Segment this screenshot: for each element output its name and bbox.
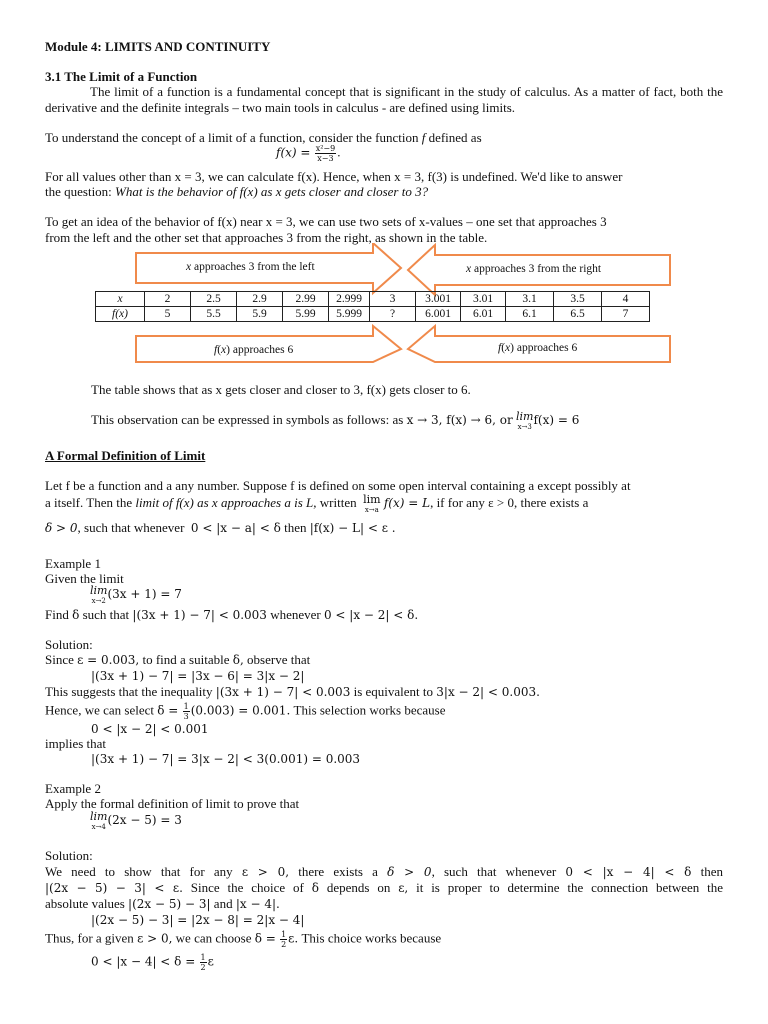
x-cell: 3.5	[554, 292, 602, 307]
formal-line-2: a itself. Then the limit of f(x) as x approaches a is L, written lim x→a f(x) = L, if for any ε > 0, there exists a	[45, 493, 589, 514]
sol1-eq1: |(3x + 1) − 7| = |3x − 6| = 3|x − 2|	[91, 669, 305, 683]
x-cell: 2.99	[283, 292, 329, 307]
fx-cell: 5.999	[329, 307, 370, 322]
fx-cell: 6.5	[554, 307, 602, 322]
fx-cell: 5.5	[191, 307, 237, 322]
fx-cell: 5.99	[283, 307, 329, 322]
sol2-line-2: |(2x − 5) − 3| < ε. Since the choice of δ depends on ε, it is proper to determine the connection between the	[45, 880, 724, 895]
sol2-line-1: We need to show that for any ε > 0, there exists a δ > 0, such that whenever 0 < |x − 4| < δ then	[45, 864, 723, 879]
arrow-right-top-label: x approaches 3 from the right	[466, 263, 602, 275]
ex1-find: Find δ such that |(3x + 1) − 7| < 0.003 whenever 0 < |x − 2| < δ.	[45, 607, 419, 622]
x-cell: 3.01	[461, 292, 506, 307]
understand-line: To understand the concept of a limit of a function, consider the function f defined as	[45, 130, 482, 145]
sol1-hence: Hence, we can select δ = $\frac{1}{3}$ (0.003) = 0.001. This selection works because	[45, 702, 446, 721]
x-cell: 2.9	[237, 292, 283, 307]
arrow-left-top-label: x approaches 3 from the left	[186, 261, 315, 273]
x-cell: 4	[602, 292, 650, 307]
x-cell: 2.5	[191, 292, 237, 307]
intro-paragraph: The limit of a function is a fundamental concept that is significant in the study of calculus. As a matter of fact, both the derivative and the definite integrals – two main tools in calculus - are defined using limits.	[45, 84, 723, 115]
fx-cell: 6.1	[506, 307, 554, 322]
fx-cell: 6.01	[461, 307, 506, 322]
arrow-left-bottom-label: f(x) approaches 6	[214, 344, 294, 356]
table-shows-line: The table shows that as x gets closer and closer to 3, f(x) gets closer to 6.	[91, 382, 471, 397]
x-cell: 3	[370, 292, 416, 307]
values-table	[95, 291, 650, 322]
all-values-line: For all values other than x = 3, we can calculate f(x). Hence, when x = 3, f(3) is undefined. We'd like to answer	[45, 169, 623, 184]
formal-heading: A Formal Definition of Limit	[45, 448, 206, 463]
ex2-apply: Apply the formal definition of limit to prove that	[45, 796, 300, 811]
question-line: the question: What is the behavior of f(x) as x gets closer and closer to 3?	[45, 184, 429, 199]
x-cell: 2.999	[329, 292, 370, 307]
sol1-eq2: |(3x + 1) − 7| = 3|x − 2| < 3(0.001) = 0.003	[91, 752, 361, 766]
sol1-since: Since ε = 0.003, to find a suitable δ, observe that	[45, 652, 311, 667]
ex1-limit: lim x→2 (3x + 1) = 7	[90, 584, 182, 605]
fx-cell: ?	[370, 307, 416, 322]
sol2-title: Solution:	[45, 848, 93, 863]
table-row-x	[96, 292, 650, 307]
module-title: Module 4: LIMITS AND CONTINUITY	[45, 39, 271, 54]
sol2-eq1: |(2x − 5) − 3| = |2x − 8| = 2|x − 4|	[91, 913, 305, 927]
formal-line-3: δ > 0, such that whenever 0 < |x − a| < δ then |f(x) − L| < ε .	[45, 520, 396, 535]
function-definition: f(x) = $\frac{\text{x²−9}}{x-3}$ .	[276, 144, 341, 163]
row-fx-label: f(x)	[96, 307, 145, 322]
section-title: 3.1 The Limit of a Function	[45, 69, 198, 84]
sol1-ineq: 0 < |x − 2| < 0.001	[91, 722, 209, 736]
idea-line-2: from the left and the other set that approaches 3 from the right, as shown in the table.	[45, 230, 488, 245]
ex1-given: Given the limit	[45, 571, 124, 586]
observation-line: This observation can be expressed in symbols as follows: as x → 3, f(x) → 6, or lim x→3 f(x) = 6	[91, 410, 580, 431]
sol1-implies: implies that	[45, 736, 107, 751]
x-cell: 3.1	[506, 292, 554, 307]
table-row-fx	[96, 307, 650, 322]
sol1-title: Solution:	[45, 637, 93, 652]
idea-line-1: To get an idea of the behavior of f(x) near x = 3, we can use two sets of x-values – one set that approaches 3	[45, 214, 607, 229]
ex2-limit: lim x→4 (2x − 5) = 3	[90, 810, 182, 831]
arrow-right-bottom-label: f(x) approaches 6	[498, 342, 578, 354]
x-cell: 3.001	[416, 292, 461, 307]
sol1-suggests: This suggests that the inequality |(3x + 1) − 7| < 0.003 is equivalent to 3|x − 2| < 0.003.	[45, 684, 540, 699]
x-cell: 2	[145, 292, 191, 307]
fx-cell: 5	[145, 307, 191, 322]
fx-cell: 7	[602, 307, 650, 322]
fx-cell: 6.001	[416, 307, 461, 322]
ex2-title: Example 2	[45, 781, 101, 796]
sol2-final: 0 < |x − 4| < δ = $\frac{1}{2}$ ε	[91, 953, 214, 972]
fx-cell: 5.9	[237, 307, 283, 322]
ex1-title: Example 1	[45, 556, 101, 571]
sol2-thus: Thus, for a given ε > 0, we can choose δ = $\frac{1}{2}$ ε. This choice works because	[45, 930, 442, 949]
sol2-line-3: absolute values |(2x − 5) − 3| and |x − 4|.	[45, 896, 280, 911]
row-x-label: x	[96, 292, 145, 307]
formal-line-1: Let f be a function and a any number. Suppose f is defined on some open interval containing a except possibly at	[45, 478, 631, 493]
